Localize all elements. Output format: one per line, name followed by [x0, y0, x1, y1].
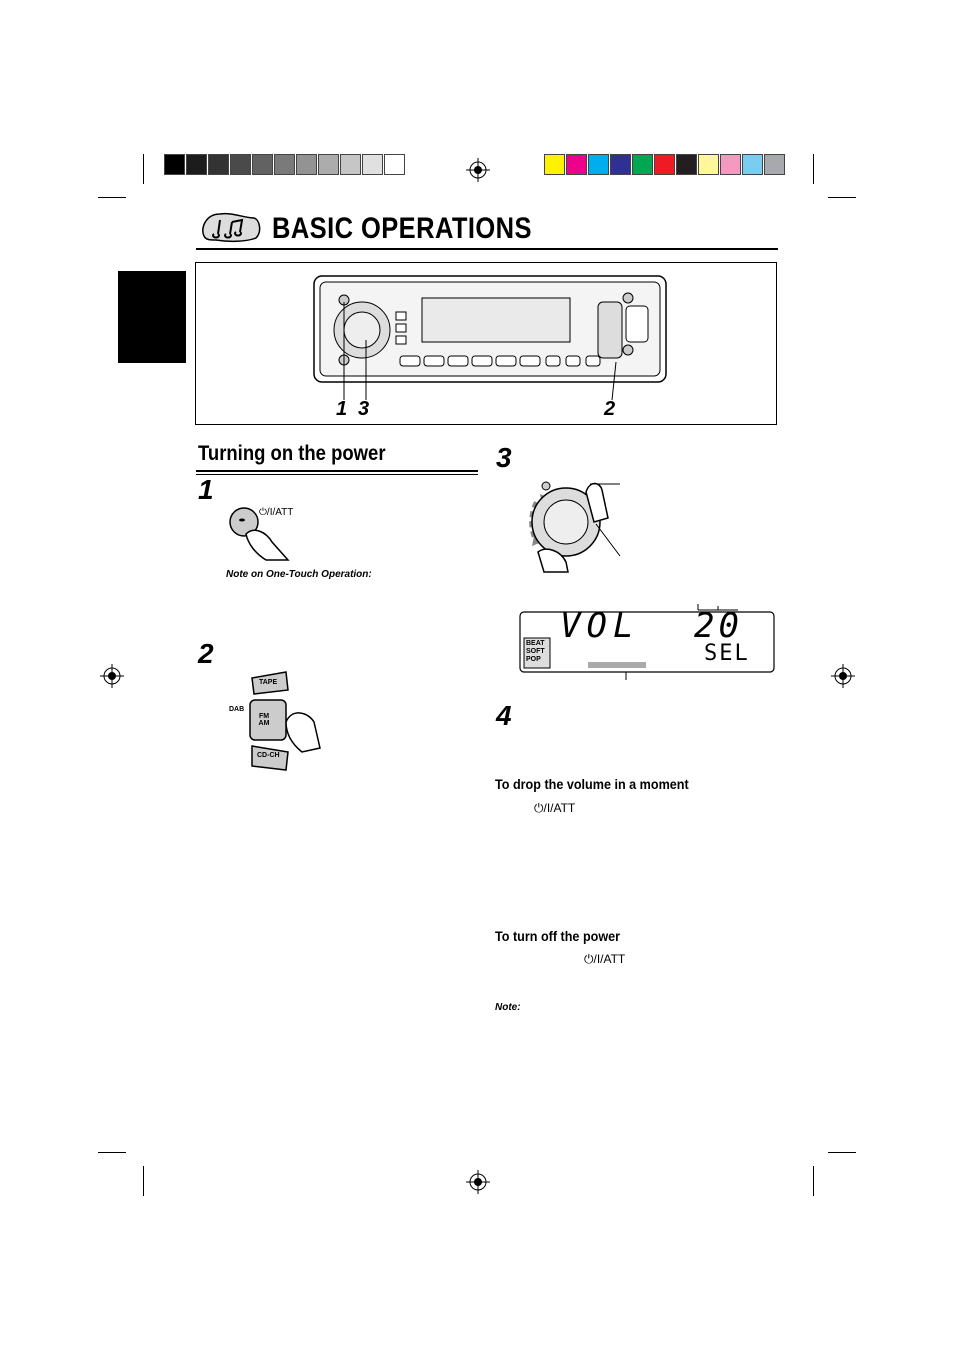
crop-mark: [828, 197, 856, 198]
callout-3: 3: [358, 398, 370, 420]
drop-volume-button-label: ⏻/I/ATT: [534, 801, 576, 815]
color-swatch: [654, 154, 675, 175]
lcd-sub-text: SEL: [704, 641, 750, 666]
tape-button[interactable]: TAPE: [259, 679, 278, 686]
crop-mark: [143, 1166, 144, 1196]
crop-mark: [143, 154, 144, 184]
lcd-main-text: VOL: [560, 606, 640, 646]
crop-mark: [98, 1152, 126, 1153]
color-swatch: [208, 154, 229, 175]
color-swatch: [252, 154, 273, 175]
fm-am-button[interactable]: FM AM: [258, 713, 270, 727]
section-heading: Turning on the power: [198, 442, 386, 465]
one-touch-note: Note on One-Touch Operation:: [226, 569, 372, 580]
color-swatch: [318, 154, 339, 175]
color-swatch: [186, 154, 207, 175]
lcd-mode-beat: BEAT: [526, 640, 545, 647]
lcd-mode-list: [526, 640, 545, 664]
cd-ch-button[interactable]: CD-CH: [257, 752, 280, 759]
callout-1: 1: [336, 398, 348, 420]
callout-lines: [330, 280, 630, 410]
color-swatch: [384, 154, 405, 175]
crop-mark: [828, 1152, 856, 1153]
volume-dial-illustration: [516, 472, 626, 576]
registration-target-icon: [100, 664, 124, 688]
drop-volume-heading: To drop the volume in a moment: [495, 776, 689, 792]
language-tab: [118, 271, 186, 363]
color-swatch: [720, 154, 741, 175]
crop-mark: [98, 197, 126, 198]
color-swatch: [610, 154, 631, 175]
color-swatch: [164, 154, 185, 175]
color-swatch: [230, 154, 251, 175]
power-button-label: ⏻/I/ATT: [259, 507, 294, 518]
color-swatch: [764, 154, 785, 175]
grayscale-bar: [164, 154, 406, 176]
color-swatch: [544, 154, 565, 175]
color-swatch: [632, 154, 653, 175]
color-swatch: [676, 154, 697, 175]
registration-target-icon: [831, 664, 855, 688]
turn-off-button-label: ⏻/I/ATT: [584, 952, 626, 966]
section-rule: [196, 474, 478, 475]
step-4-number: 4: [496, 700, 512, 731]
crop-mark: [813, 1166, 814, 1196]
registration-target-icon: [466, 158, 490, 182]
turn-off-heading: To turn off the power: [495, 928, 621, 944]
crop-mark: [813, 154, 814, 184]
color-swatch: [588, 154, 609, 175]
color-swatch: [274, 154, 295, 175]
title-rule: [196, 248, 778, 250]
color-swatch: [566, 154, 587, 175]
step-2-number: 2: [198, 638, 214, 669]
lcd-volume-value: 20: [694, 606, 743, 646]
dab-label: DAB: [229, 706, 245, 713]
color-bar: [544, 154, 786, 176]
step-1-number: 1: [198, 474, 214, 505]
lcd-mode-soft: SOFT: [526, 648, 545, 655]
callout-2: 2: [604, 398, 616, 420]
color-swatch: [362, 154, 383, 175]
color-swatch: [340, 154, 361, 175]
music-notes-icon: [198, 208, 264, 244]
color-swatch: [698, 154, 719, 175]
page-title: BASIC OPERATIONS: [272, 212, 532, 245]
step-3-number: 3: [496, 442, 512, 473]
registration-target-icon: [466, 1170, 490, 1194]
color-swatch: [742, 154, 763, 175]
section-rule: [196, 470, 478, 472]
lcd-mode-pop: POP: [526, 656, 541, 663]
note-label: Note:: [495, 1002, 521, 1013]
color-swatch: [296, 154, 317, 175]
